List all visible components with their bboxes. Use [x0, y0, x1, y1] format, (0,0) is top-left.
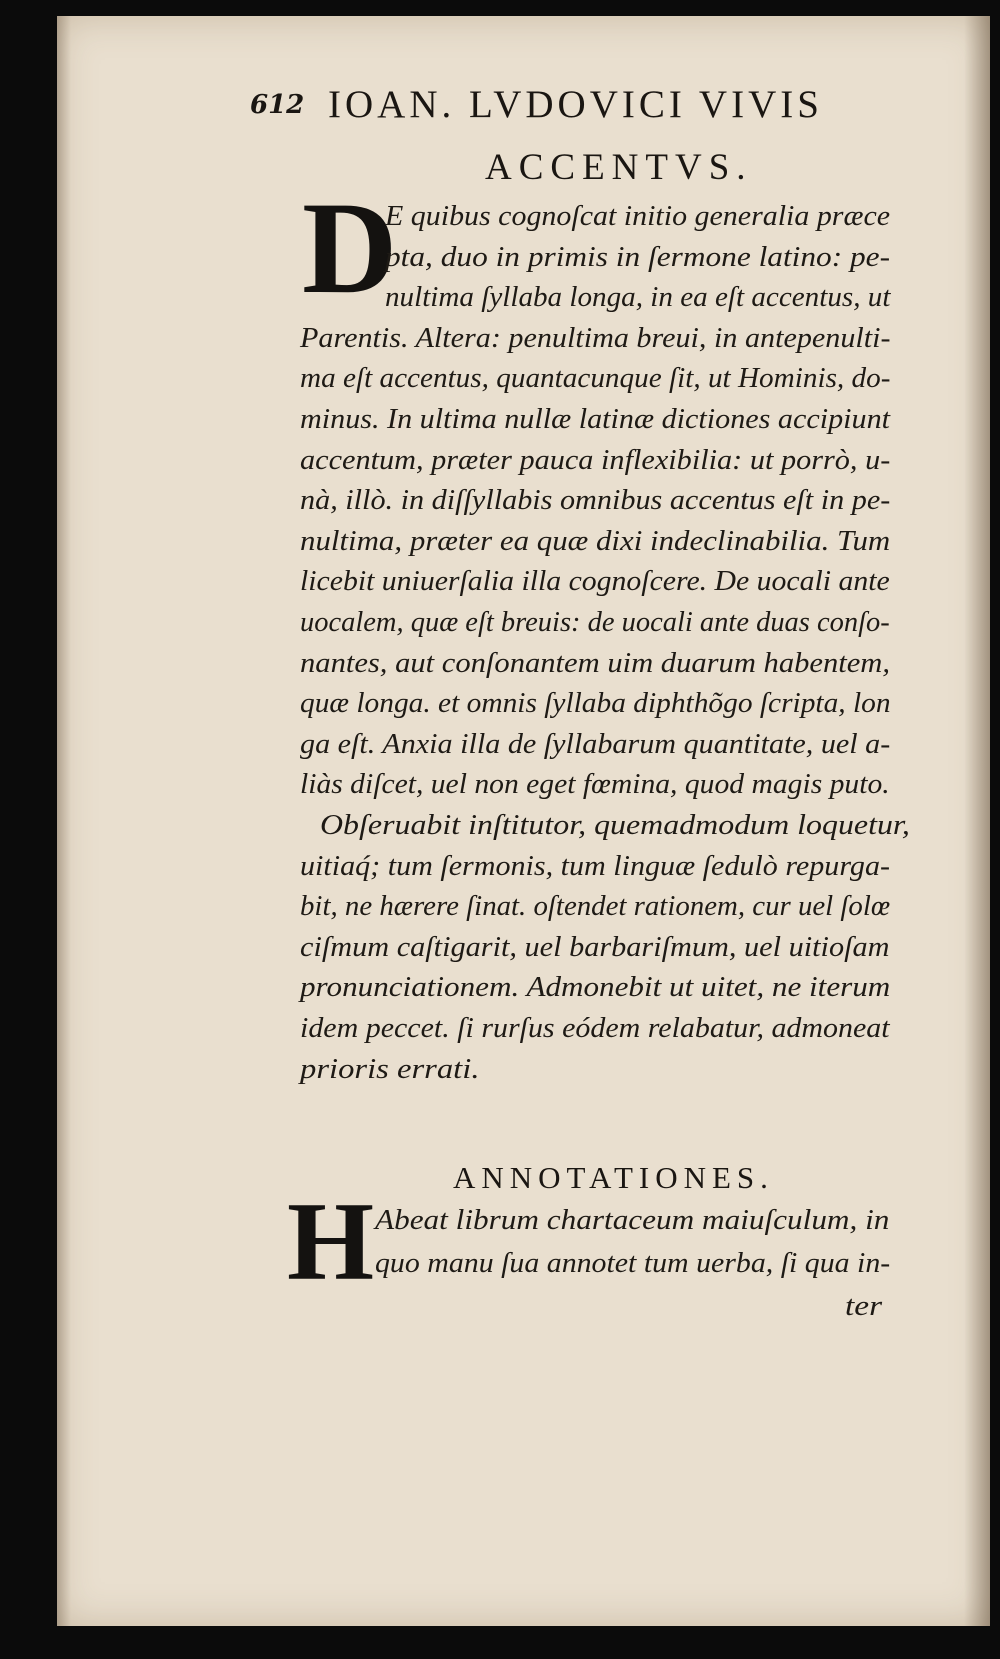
text-line: prioris errati. — [300, 1052, 480, 1085]
text-line: uitiaq́; tum ſermonis, tum linguæ ſedulò repurga- — [300, 849, 891, 882]
text-line: pta, duo in primis in ſermone latino: pe- — [385, 240, 891, 273]
section-heading-accentus: ACCENTVS. — [485, 147, 753, 188]
page-number: 612 — [250, 90, 305, 120]
text-line: ma eſt accentus, quantacunque ſit, ut Hominis, do- — [300, 362, 891, 395]
text-line: pronunciationem. Admonebit ut uitet, ne iterum — [300, 971, 891, 1004]
text-line: E quibus cognoſcat initio generalia præce — [385, 200, 891, 232]
text-line: quæ longa. et omnis ſyllaba diphthõgo ſcripta, lon — [300, 687, 891, 720]
text-line: nantes, aut conſonantem uim duarum habentem, — [300, 646, 891, 679]
text-line: Abeat librum chartaceum maiuſculum, in — [375, 1204, 890, 1236]
section-heading-annotationes: ANNOTATIONES. — [453, 1160, 774, 1195]
page-gutter-shadow — [57, 16, 71, 1626]
text-line: Parentis. Altera: penultima breui, in antepenulti- — [300, 321, 891, 354]
text-line: licebit uniuerſalia illa cognoſcere. De uocali ante — [300, 565, 890, 598]
text-line: idem peccet. ſi rurſus eódem relabatur, admoneat — [300, 1012, 890, 1044]
text-line: ga eſt. Anxia illa de ſyllabarum quantitate, uel a- — [300, 727, 891, 760]
text-line: minus. In ultima nullæ latinæ dictiones accipiunt — [300, 403, 891, 435]
text-line: bit, ne hærere ſinat. oſtendet rationem, cur uel ſolœ — [300, 890, 891, 923]
text-line: liàs diſcet, uel non eget fœmina, quod magis puto. — [300, 768, 890, 801]
text-line: Obſeruabit inſtitutor, quemadmodum loquetur, — [320, 809, 910, 841]
text-line: quo manu ſua annotet tum uerba, ſi qua in- — [375, 1247, 891, 1279]
page-edge-shadow — [964, 16, 990, 1626]
running-head: IOAN. LVDOVICI VIVIS — [328, 83, 823, 126]
drop-cap-d: D — [302, 174, 398, 321]
text-line: nultima ſyllaba longa, in ea eſt accentus, ut — [385, 281, 891, 314]
text-line: nà, illò. in diſſyllabis omnibus accentus eſt in pe- — [300, 484, 891, 517]
text-line: nultima, præter ea quæ dixi indeclinabilia. Tum — [300, 524, 891, 557]
text-line: accentum, præter pauca inflexibilia: ut porrò, u- — [300, 443, 891, 476]
drop-cap-h: H — [287, 1180, 375, 1304]
text-line: ciſmum caſtigarit, uel barbariſmum, uel uitioſam — [300, 930, 890, 963]
text-line: ter — [845, 1290, 883, 1322]
page-header — [250, 82, 890, 132]
text-line: uocalem, quæ eſt breuis: de uocali ante duas conſo- — [300, 606, 890, 638]
